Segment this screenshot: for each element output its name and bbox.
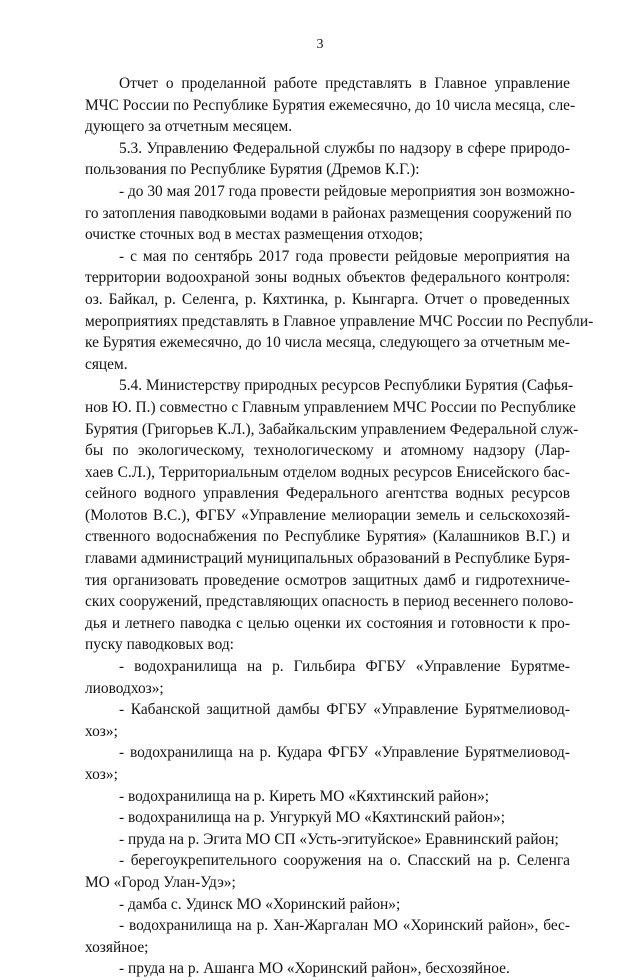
text-line: хоз»; bbox=[85, 722, 118, 740]
text-line: ских сооружений, представляющих опасность в период весеннего полово- bbox=[85, 593, 574, 611]
text-line: Отчет о проделанной работе представлять в Главное управление bbox=[119, 75, 570, 92]
text-line: территории водоохраной зоны водных объектов федерального контроля: bbox=[85, 269, 570, 287]
text-line: - водохранилища на р. Хан-Жаргалан МО «Хоринский район», бес- bbox=[119, 917, 570, 935]
text-line: - берегоукрепительного сооружения на о. Спасский на р. Селенга bbox=[119, 852, 570, 870]
text-line: 5.4. Министерству природных ресурсов Республики Бурятия (Сафья- bbox=[119, 377, 574, 395]
text-line: - с мая по сентябрь 2017 года провести рейдовые мероприятия на bbox=[119, 247, 570, 265]
text-line: хозяйное; bbox=[85, 938, 149, 956]
text-line: - водохранилища на р. Гильбира ФГБУ «Управление Бурятме- bbox=[119, 658, 570, 676]
text-line: ственного водоснабжения по Республике Бурятия» (Калашников В.Г.) и bbox=[85, 528, 570, 546]
text-line: - водохранилища на р. Унгуркуй МО «Кяхтинский район»; bbox=[119, 809, 505, 827]
text-line: - пруда на р. Ашанга МО «Хоринский район», бесхозяйное. bbox=[119, 960, 510, 978]
text-line: - Кабанской защитной дамбы ФГБУ «Управление Бурятмелиовод- bbox=[119, 701, 570, 719]
text-line: главами администраций муниципальных образований в Республике Буря- bbox=[85, 550, 570, 568]
text-line: (Молотов В.С.), ФГБУ «Управление мелиорации земель и сельскохозяй- bbox=[85, 506, 570, 524]
body-text bbox=[85, 73, 594, 980]
text-line: хоз»; bbox=[85, 766, 118, 783]
text-line: тия организовать проведение осмотров защитных дамб и гидротехниче- bbox=[85, 571, 570, 589]
text-line: - пруда на р. Эгита МО СП «Усть-эгитуйское» Еравнинский район; bbox=[119, 830, 559, 848]
text-line: - водохранилища на р. Киреть МО «Кяхтинский район»; bbox=[119, 787, 490, 805]
text-line: дья и летнего паводка с целью оценки их состояния и готовности к про- bbox=[85, 614, 570, 632]
text-line: го затопления паводковыми водами в районах размещения сооружений по bbox=[85, 204, 572, 222]
text-line: дующего за отчетным месяцем. bbox=[85, 118, 293, 136]
text-line: пуску паводковых вод: bbox=[85, 636, 234, 654]
text-line: очистке сточных вод в местах размещения отходов; bbox=[85, 226, 424, 244]
page-number: 3 bbox=[316, 37, 324, 52]
text-line: ке Бурятия ежемесячно, до 10 числа месяца, следующего за отчетным ме- bbox=[85, 334, 570, 352]
text-line: Бурятия (Григорьев К.Л.), Забайкальским управлением Федеральной служ- bbox=[85, 420, 579, 438]
text-line: бы по экологическому, технологическому и атомному надзору (Лар- bbox=[85, 442, 570, 460]
text-line: оз. Байкал, р. Селенга, р. Кяхтинка, р. Кынгарга. Отчет о проведенных bbox=[85, 290, 570, 308]
text-line: - дамба с. Удинск МО «Хоринский район»; bbox=[119, 895, 401, 913]
text-line: нов Ю. П.) совместно с Главным управлением МЧС России по Республике bbox=[85, 398, 576, 416]
text-line: МО «Город Улан-Удэ»; bbox=[85, 873, 236, 891]
text-line: лиоводхоз»; bbox=[85, 679, 164, 697]
text-line: - водохранилища на р. Кудара ФГБУ «Управление Бурятмелиовод- bbox=[119, 744, 570, 762]
text-line: МЧС России по Республике Бурятия ежемесячно, до 10 числа месяца, сле- bbox=[85, 96, 576, 114]
text-line: 5.3. Управлению Федеральной службы по надзору в сфере природо- bbox=[119, 139, 570, 157]
text-line: хаев С.Л.), Территориальным отделом водных ресурсов Енисейского бас- bbox=[85, 463, 570, 481]
text-line: сейного водного управления Федерального агентства водных ресурсов bbox=[85, 485, 570, 503]
text-line: пользования по Республике Бурятия (Дремов К.Г.): bbox=[85, 161, 420, 179]
text-line: мероприятиях представлять в Главное управление МЧС России по Республи- bbox=[85, 312, 594, 330]
text-line: - до 30 мая 2017 года провести рейдовые мероприятия зон возможно- bbox=[119, 182, 575, 200]
text-line: сяцем. bbox=[85, 355, 128, 373]
